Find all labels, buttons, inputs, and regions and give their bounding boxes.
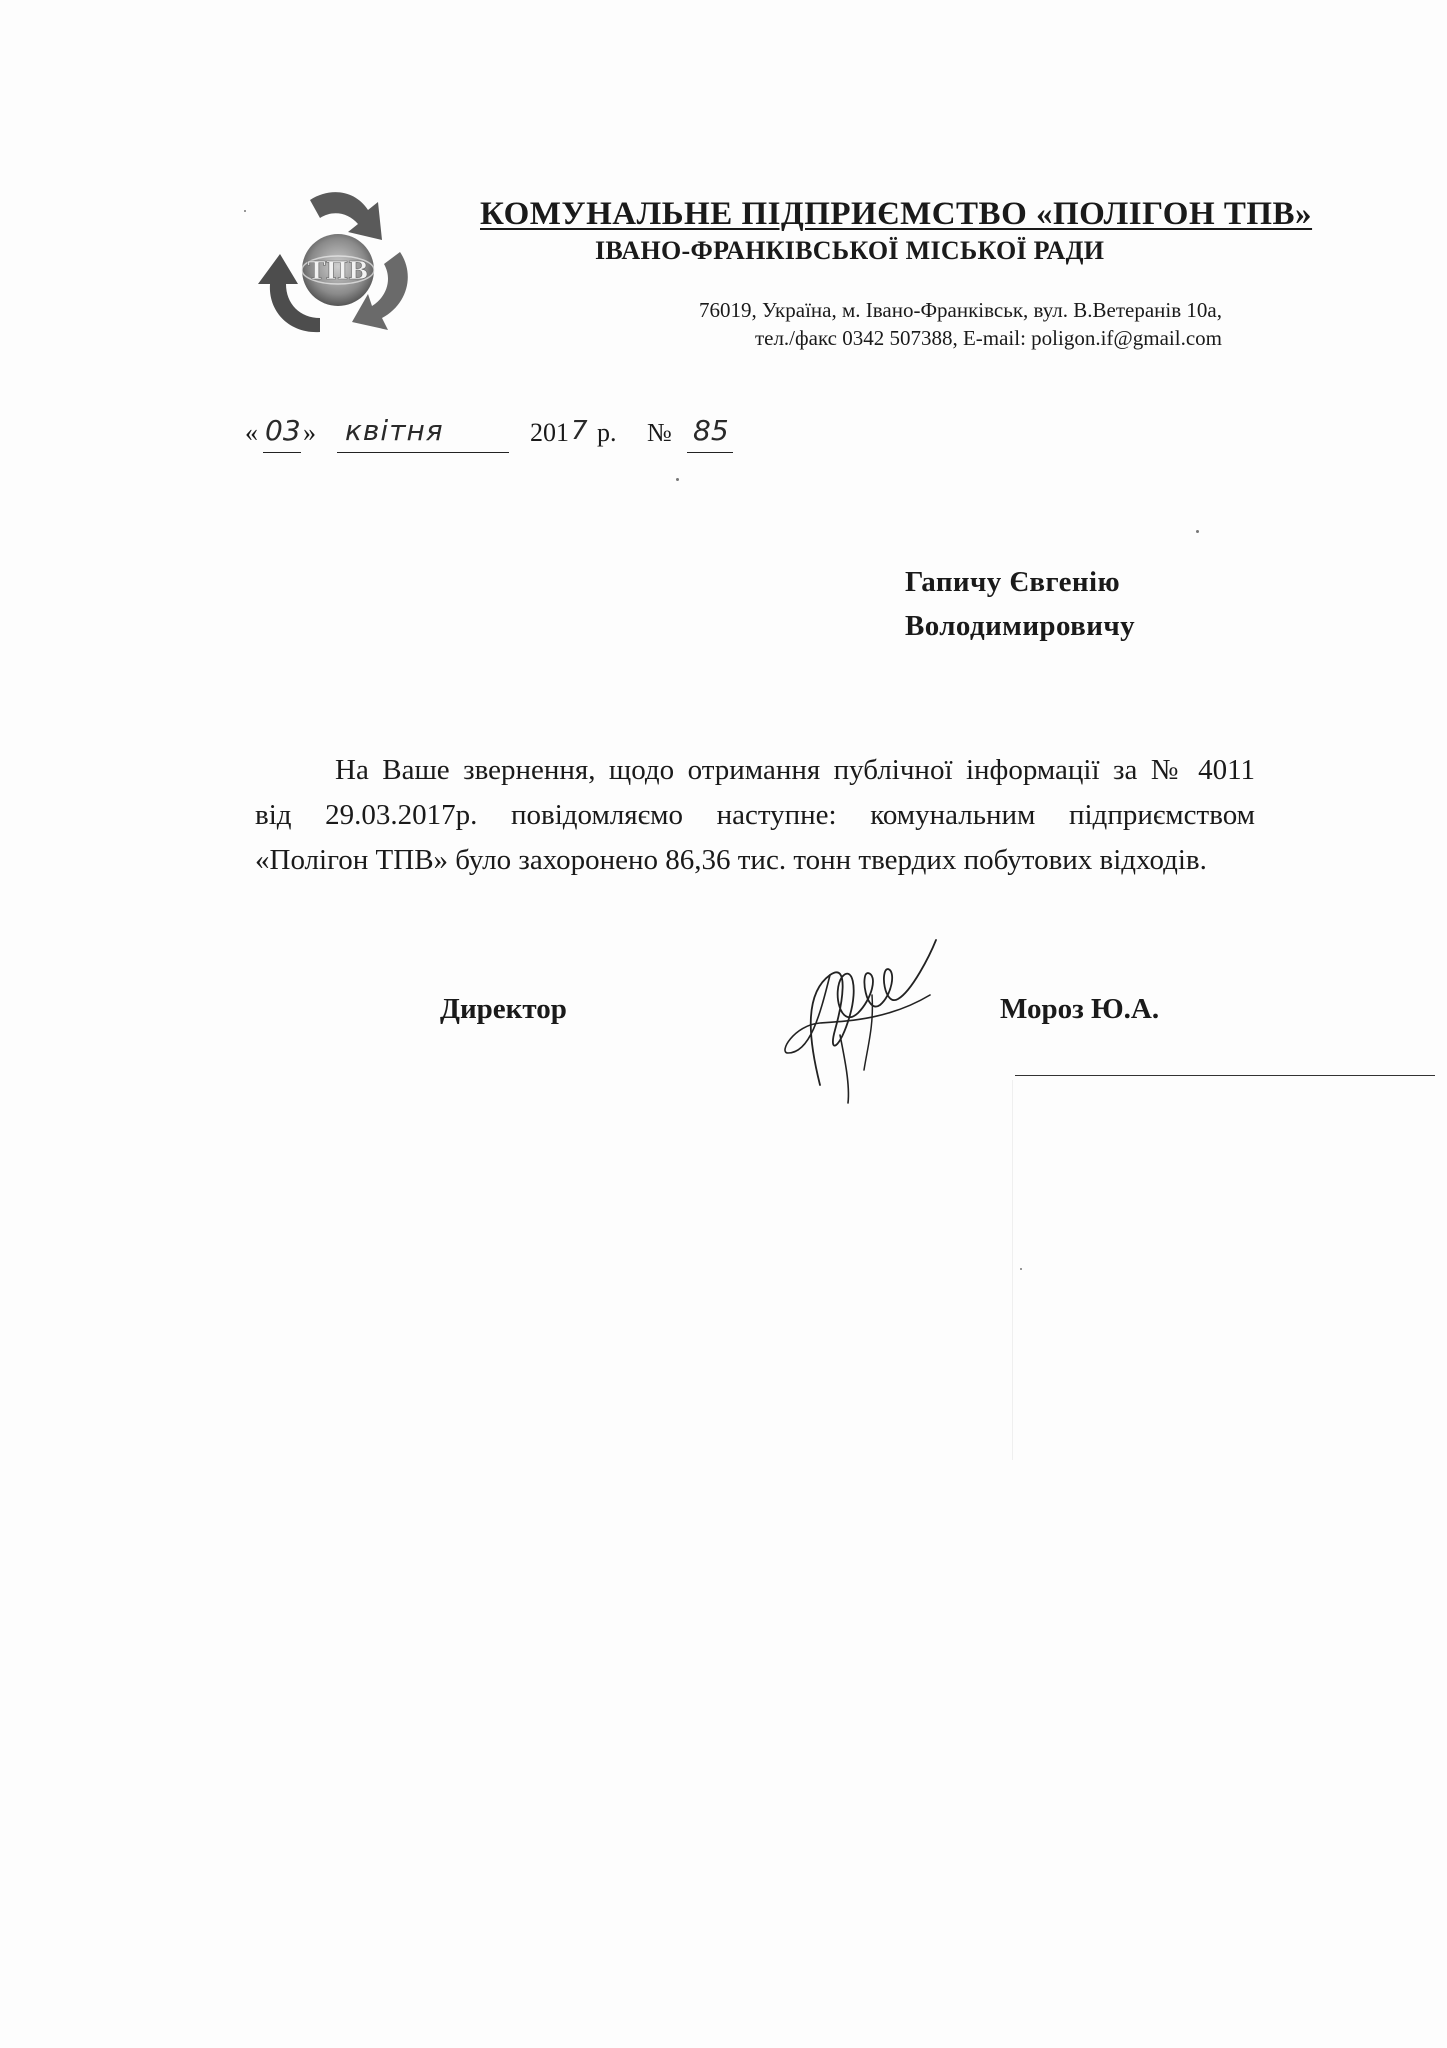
outgoing-number: 85 bbox=[693, 414, 729, 447]
number-underline bbox=[687, 452, 733, 453]
scan-speck bbox=[1020, 1268, 1022, 1270]
body-line-3: «Полігон ТПВ» було захоронено 86,36 тис. тонн твердих побутових відходів. bbox=[255, 844, 1207, 876]
date-open-quote: « bbox=[245, 418, 258, 447]
organization-name: КОМУНАЛЬНЕ ПІДПРИЄМСТВО «ПОЛІГОН ТПВ» bbox=[480, 196, 1313, 232]
scan-artifact-line bbox=[1012, 1080, 1013, 1460]
addressee-line-2: Володимировичу bbox=[905, 610, 1135, 642]
organization-address: 76019, Україна, м. Івано-Франківськ, вул. В.Ветеранів 10а, bbox=[699, 298, 1222, 322]
date-year-digit: 7 bbox=[571, 416, 588, 446]
day-underline bbox=[263, 452, 301, 453]
signatory-title: Директор bbox=[440, 993, 567, 1025]
body-line-2: від 29.03.2017р. повідомляємо наступне: комунальним підприємством bbox=[255, 799, 1255, 831]
scan-speck bbox=[676, 478, 679, 481]
addressee-line-1: Гапичу Євгенію bbox=[905, 566, 1121, 598]
date-month: квітня bbox=[345, 414, 444, 447]
date-year-suffix: р. bbox=[597, 418, 617, 447]
organization-subtitle: ІВАНО-ФРАНКІВСЬКОЇ МІСЬКОЇ РАДИ bbox=[595, 236, 1105, 265]
date-close-quote: » bbox=[303, 418, 316, 447]
body-line-1: На Ваше звернення, щодо отримання публічної інформації за № 4011 bbox=[335, 754, 1255, 786]
logo-text: ТПВ bbox=[307, 256, 369, 285]
letter-body bbox=[255, 748, 1255, 883]
scan-speck bbox=[244, 210, 246, 212]
recycle-logo-icon bbox=[250, 182, 425, 352]
addressee-block bbox=[905, 560, 1135, 648]
scan-speck bbox=[1196, 530, 1199, 533]
date-year-prefix: 201 bbox=[530, 418, 569, 447]
date-day: 03 bbox=[265, 414, 301, 447]
signature-rule bbox=[1015, 1075, 1435, 1076]
signatory-name: Мороз Ю.А. bbox=[1000, 993, 1160, 1025]
number-sign: № bbox=[647, 418, 672, 447]
handwritten-signature bbox=[780, 935, 960, 1110]
month-underline bbox=[337, 452, 509, 453]
organization-contacts: тел./факс 0342 507388, E-mail: poligon.if@gmail.com bbox=[754, 326, 1222, 350]
